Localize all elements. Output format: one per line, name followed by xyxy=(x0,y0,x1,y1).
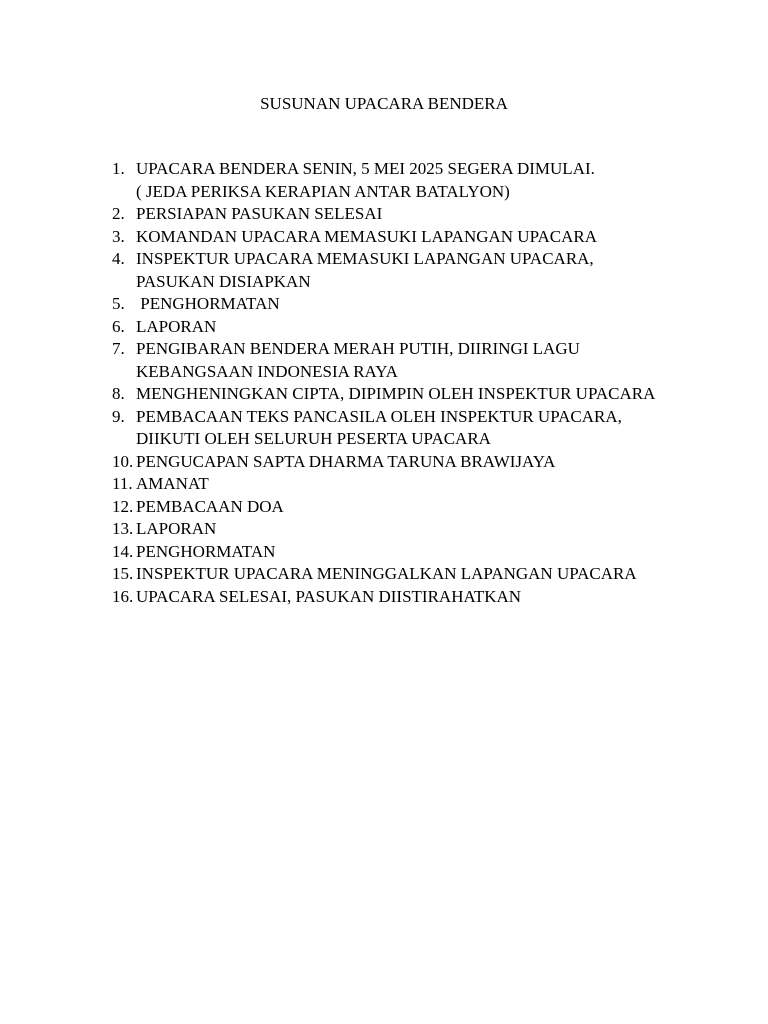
item-text xyxy=(136,158,595,203)
item-number: 10. xyxy=(112,451,134,471)
list-item-10 xyxy=(112,451,752,474)
item-text xyxy=(136,563,637,586)
list-item-6 xyxy=(112,316,752,339)
item-line: LAPORAN xyxy=(136,316,217,336)
agenda-list xyxy=(112,158,752,608)
item-number: 5. xyxy=(112,294,125,313)
item-number: 4. xyxy=(112,249,125,268)
item-number: 16. xyxy=(112,586,134,606)
list-item-2 xyxy=(112,203,752,226)
item-number: 15. xyxy=(112,564,134,583)
item-line: AMANAT xyxy=(136,474,209,493)
page-title: SUSUNAN UPACARA BENDERA xyxy=(260,94,508,113)
item-line: LAPORAN xyxy=(136,519,217,538)
item-line: PENGIBARAN BENDERA MERAH PUTIH, DIIRINGI LAGU xyxy=(136,339,580,358)
list-item-8 xyxy=(112,383,752,406)
list-item-13 xyxy=(112,518,752,541)
item-text xyxy=(136,406,622,451)
item-line: UPACARA BENDERA SENIN, 5 MEI 2025 SEGERA DIMULAI. xyxy=(136,159,595,178)
item-text xyxy=(136,293,280,316)
item-line: PASUKAN DISIAPKAN xyxy=(136,271,311,291)
item-line: PENGHORMATAN xyxy=(136,541,276,561)
item-text xyxy=(136,541,275,564)
item-text xyxy=(136,226,597,249)
list-item-15 xyxy=(112,563,752,586)
item-number: 13. xyxy=(112,519,134,538)
item-line: INSPEKTUR UPACARA MENINGGALKAN LAPANGAN UPACARA xyxy=(136,564,637,583)
item-line: MENGHENINGKAN CIPTA, DIPIMPIN OLEH INSPEKTUR UPACARA xyxy=(136,384,656,403)
item-line: ( JEDA PERIKSA KERAPIAN ANTAR BATALYON) xyxy=(136,181,510,201)
item-line: INSPEKTUR UPACARA MEMASUKI LAPANGAN UPACARA, xyxy=(136,249,594,268)
item-text xyxy=(136,383,655,406)
list-item-7 xyxy=(112,338,752,383)
list-item-12 xyxy=(112,496,752,519)
list-item-11 xyxy=(112,473,752,496)
item-line: UPACARA SELESAI, PASUKAN DIISTIRAHATKAN xyxy=(136,586,522,606)
item-line: PENGUCAPAN SAPTA DHARMA TARUNA BRAWIJAYA xyxy=(136,451,556,471)
item-text xyxy=(136,316,216,339)
item-text xyxy=(136,473,209,496)
item-text xyxy=(136,518,216,541)
item-text xyxy=(136,338,580,383)
item-text xyxy=(136,586,521,609)
item-line: KEBANGSAAN INDONESIA RAYA xyxy=(136,361,398,381)
item-text xyxy=(136,451,555,474)
list-item-14 xyxy=(112,541,752,564)
item-text xyxy=(136,248,594,293)
item-line: KOMANDAN UPACARA MEMASUKI LAPANGAN UPACARA xyxy=(136,226,597,246)
list-item-16 xyxy=(112,586,752,609)
item-number: 9. xyxy=(112,406,125,426)
list-item-3 xyxy=(112,226,752,249)
item-line: DIIKUTI OLEH SELURUH PESERTA UPACARA xyxy=(136,429,491,448)
item-line: PENGHORMATAN xyxy=(136,294,280,313)
item-text xyxy=(136,496,284,519)
item-number: 2. xyxy=(112,204,125,223)
item-number: 11. xyxy=(112,474,133,493)
list-item-9 xyxy=(112,406,752,451)
item-line: PEMBACAAN DOA xyxy=(136,496,284,516)
item-number: 7. xyxy=(112,339,125,358)
item-line: PEMBACAAN TEKS PANCASILA OLEH INSPEKTUR UPACARA, xyxy=(136,406,622,426)
item-number: 8. xyxy=(112,384,125,403)
list-item-1 xyxy=(112,158,752,203)
item-number: 6. xyxy=(112,316,125,336)
list-item-4 xyxy=(112,248,752,293)
item-number: 3. xyxy=(112,226,125,246)
item-number: 12. xyxy=(112,496,134,516)
item-line: PERSIAPAN PASUKAN SELESAI xyxy=(136,204,383,223)
item-number: 14. xyxy=(112,541,134,561)
list-item-5 xyxy=(112,293,752,316)
item-number: 1. xyxy=(112,159,125,178)
item-text xyxy=(136,203,382,226)
